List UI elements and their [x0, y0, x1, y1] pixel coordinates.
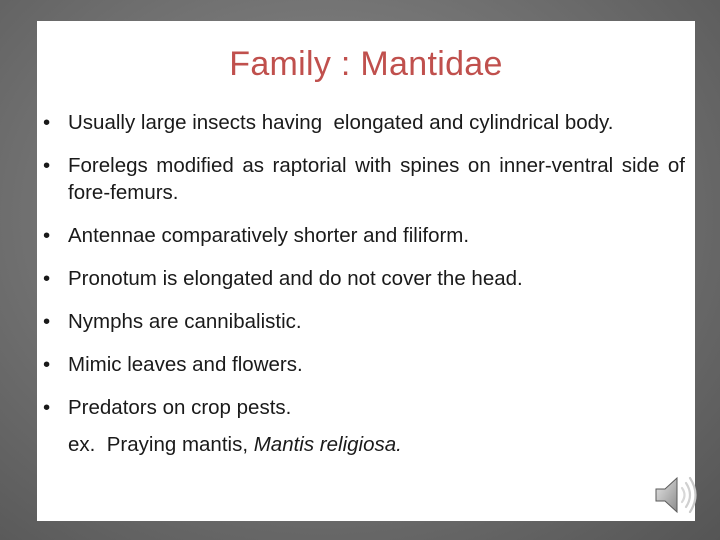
bullet-dot: • [43, 224, 51, 247]
bullet-list [37, 109, 695, 458]
bullet-text: Antennae comparatively shorter and filiform. [68, 224, 470, 247]
bullet-item [37, 265, 695, 292]
bullet-dot: • [43, 396, 51, 419]
bullet-text: Nymphs are cannibalistic. [68, 310, 302, 333]
bullet-text: Pronotum is elongated and do not cover the head. [68, 267, 523, 290]
speaker-icon-graphic [653, 472, 699, 518]
bullet-dot: • [43, 310, 51, 333]
bullet-item [37, 394, 695, 421]
bullet-item [37, 308, 695, 335]
bullet-dot: • [43, 353, 51, 376]
bullet-text: Mimic leaves and flowers. [68, 353, 303, 376]
bullet-dot: • [43, 111, 51, 134]
bullet-text: Predators on crop pests. [68, 396, 292, 419]
bullet-dot: • [43, 154, 51, 177]
bullet-item [37, 222, 695, 249]
bullet-item [37, 109, 695, 136]
speaker-icon[interactable] [653, 472, 699, 518]
example-line [37, 431, 695, 458]
bullet-dot: • [43, 267, 51, 290]
slide [37, 21, 695, 521]
bullet-item [37, 351, 695, 378]
example-prefix: ex. Praying mantis, [68, 433, 254, 456]
bullet-item [37, 152, 695, 206]
bullet-text: Usually large insects having elongated and cylindrical body. [68, 111, 614, 134]
scientific-name: Mantis religiosa. [253, 433, 402, 456]
bullet-text: Forelegs modified as raptorial with spines on inner-ventral side of fore-femurs. [68, 154, 685, 204]
slide-title: Family : Mantidae [229, 45, 503, 83]
